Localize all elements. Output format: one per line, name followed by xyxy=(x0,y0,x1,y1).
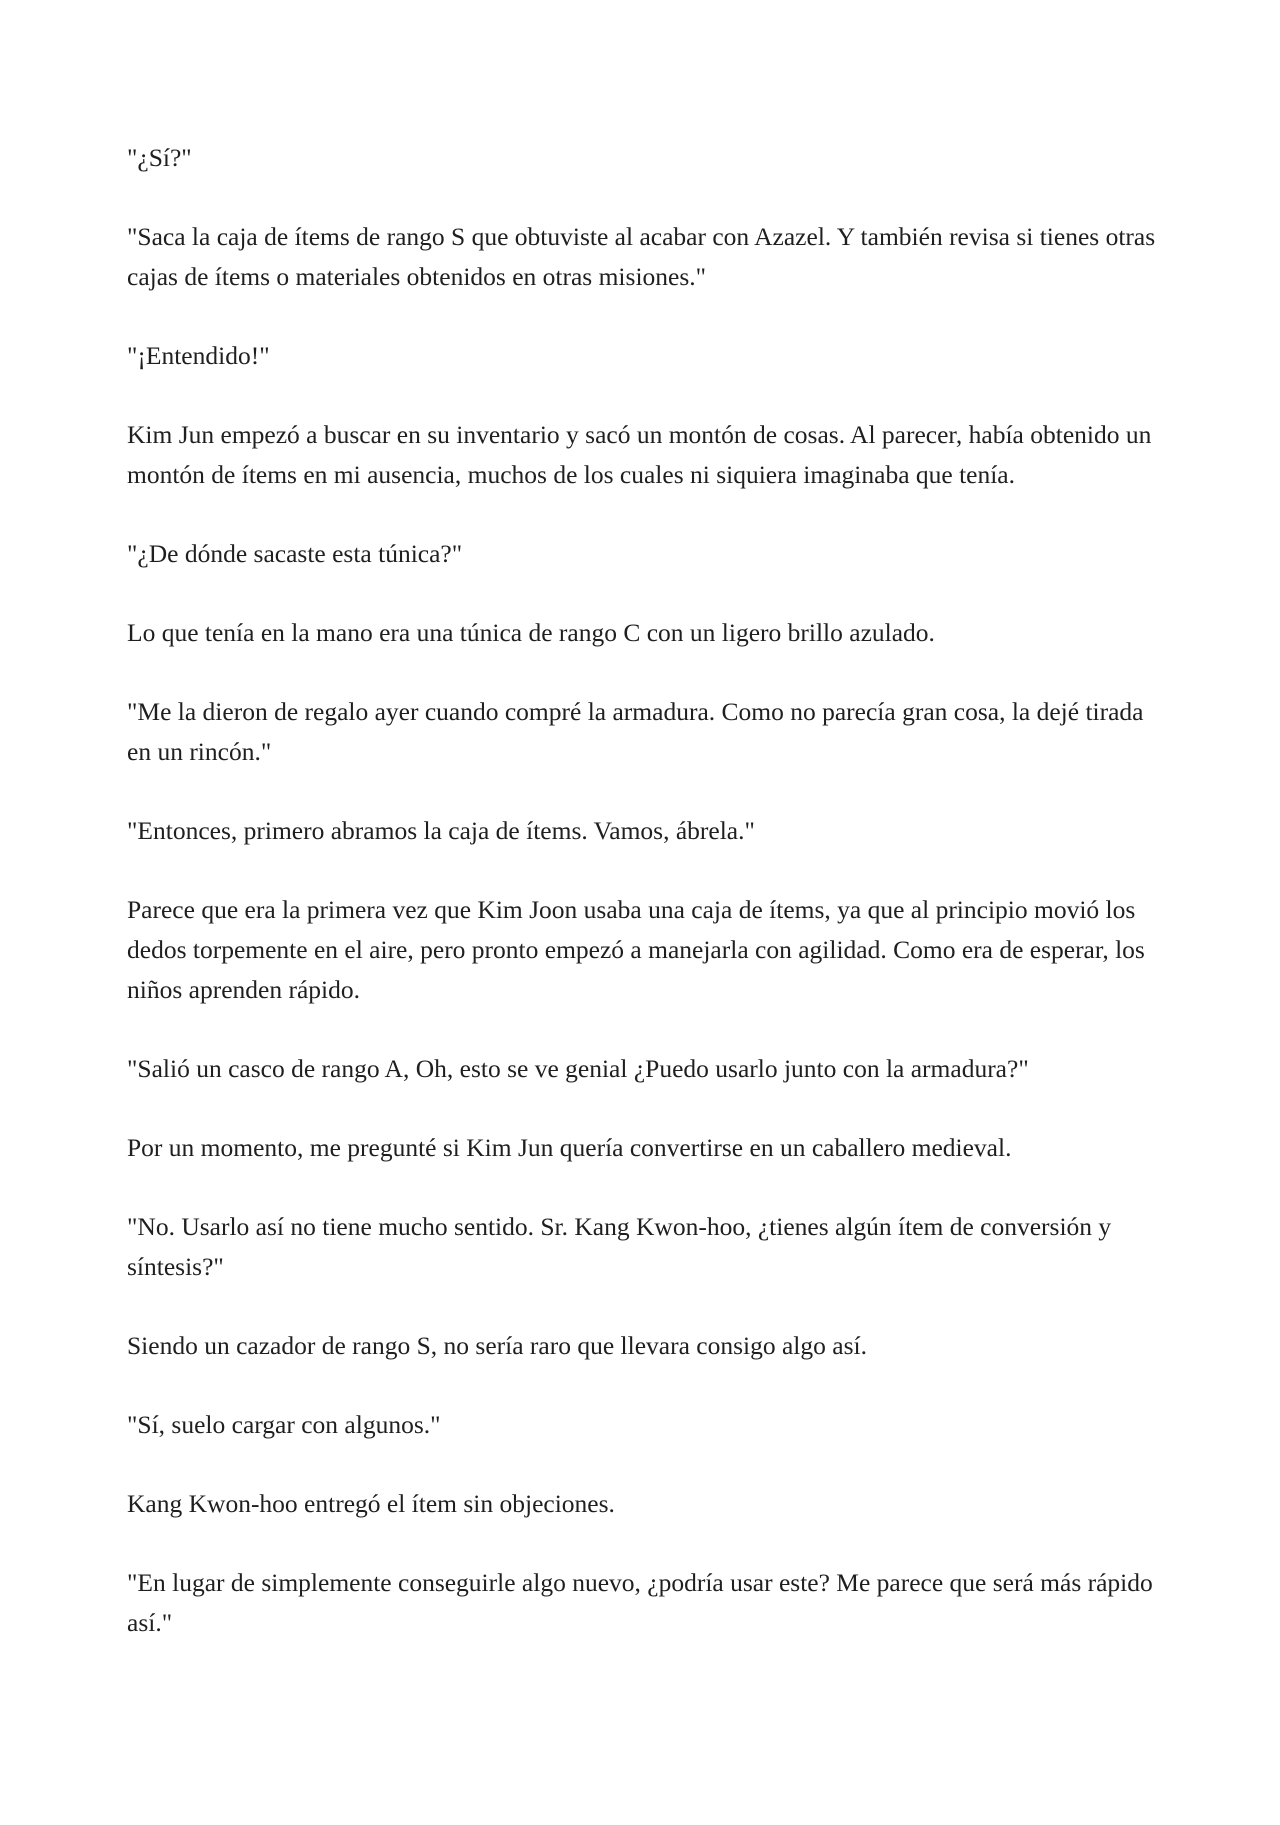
paragraph: "No. Usarlo así no tiene mucho sentido. Sr. Kang Kwon-hoo, ¿tienes algún ítem de conversión y síntesis?" xyxy=(127,1212,1112,1281)
paragraph: "¿De dónde sacaste esta túnica?" xyxy=(127,539,463,568)
paragraph: "¡Entendido!" xyxy=(127,341,270,370)
paragraph: "Me la dieron de regalo ayer cuando compré la armadura. Como no parecía gran cosa, la dejé tirada en un rincón." xyxy=(127,697,1144,766)
paragraph: "Sí, suelo cargar con algunos." xyxy=(127,1410,441,1439)
paragraph: Kang Kwon-hoo entregó el ítem sin objeciones. xyxy=(127,1489,615,1518)
paragraph: Por un momento, me pregunté si Kim Jun quería convertirse en un caballero medieval. xyxy=(127,1133,1012,1162)
paragraph: Lo que tenía en la mano era una túnica de rango C con un ligero brillo azulado. xyxy=(127,618,935,647)
paragraph: "Salió un casco de rango A, Oh, esto se ve genial ¿Puedo usarlo junto con la armadura?" xyxy=(127,1054,1029,1083)
paragraph: Kim Jun empezó a buscar en su inventario y sacó un montón de cosas. Al parecer, había obtenido un montón de ítems en mi ausencia, muchos de los cuales ni siquiera imaginaba que tenía. xyxy=(127,420,1152,489)
paragraph: "Entonces, primero abramos la caja de ítems. Vamos, ábrela." xyxy=(127,816,755,845)
paragraph: Siendo un cazador de rango S, no sería raro que llevara consigo algo así. xyxy=(127,1331,867,1360)
paragraph: "Saca la caja de ítems de rango S que obtuviste al acabar con Azazel. Y también revisa si tienes otras cajas de ítems o materiales obtenidos en otras misiones." xyxy=(127,222,1156,291)
paragraph: "¿Sí?" xyxy=(127,143,192,172)
paragraph: "En lugar de simplemente conseguirle algo nuevo, ¿podría usar este? Me parece que será más rápido así." xyxy=(127,1568,1153,1637)
paragraph: Parece que era la primera vez que Kim Joon usaba una caja de ítems, ya que al principio movió los dedos torpemente en el aire, pero pronto empezó a manejarla con agilidad. Como era de esperar, los niños aprenden rápido. xyxy=(127,895,1145,1004)
document-body xyxy=(127,138,1157,1643)
